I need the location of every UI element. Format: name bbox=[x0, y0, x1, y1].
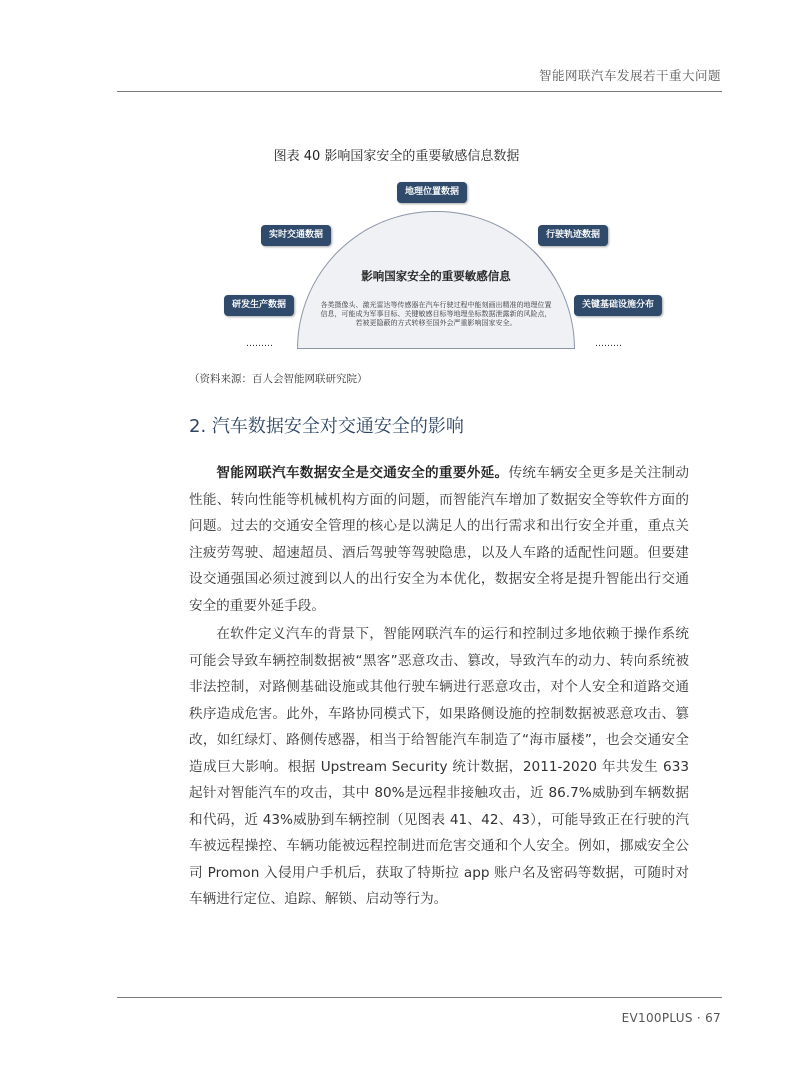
ellipsis-left: ……… bbox=[246, 339, 273, 349]
tag-realtime-traffic-data: 实时交通数据 bbox=[261, 225, 331, 246]
diagram-center-description: 各类摄像头、激光雷达等传感器在汽车行驶过程中能刻画出精准的地理位置信息，可能成为军事目标、关键敏感目标等地理坐标数据泄露新的风险点，若被更隐蔽的方式转移至国外会严重影响国家安全。 bbox=[320, 301, 552, 327]
paragraph-1 bbox=[189, 460, 689, 619]
section-heading: 2. 汽车数据安全对交通安全的影响 bbox=[189, 416, 464, 437]
ellipsis-right: ……… bbox=[595, 339, 622, 349]
diagram-center-title: 影响国家安全的重要敏感信息 bbox=[361, 269, 511, 283]
figure-caption: 图表 40 影响国家安全的重要敏感信息数据 bbox=[273, 149, 520, 164]
tag-driving-trajectory-data: 行驶轨迹数据 bbox=[538, 225, 608, 246]
figure-source-note: （资料来源：百人会智能网联研究院） bbox=[189, 373, 368, 385]
paragraph-2 bbox=[189, 621, 689, 913]
paragraph-1-lead: 智能网联汽车数据安全是交通安全的重要外延。 bbox=[216, 465, 509, 481]
header-divider bbox=[117, 91, 722, 92]
tag-rd-production-data: 研发生产数据 bbox=[224, 295, 294, 316]
paragraph-1-body: 传统车辆安全更多是关注制动性能、转向性能等机械机构方面的问题，而智能汽车增加了数据安全等软件方面的问题。过去的交通安全管理的核心是以满足人的出行需求和出行安全并重，重点关注疲劳驾驶、超速超员、酒后驾驶等驾驶隐患，以及人车路的适配性问题。但要建设交通强国必须过渡到以人的出行安全为本优化，数据安全将是提升智能出行交通安全的重要外延手段。 bbox=[189, 465, 690, 614]
paragraph-2-body: 在软件定义汽车的背景下，智能网联汽车的运行和控制过多地依赖于操作系统可能会导致车辆控制数据被“黑客”恶意攻击、篡改，导致汽车的动力、转向系统被非法控制，对路侧基础设施或其他行驶车辆进行恶意攻击，对个人安全和道路交通秩序造成危害。此外，车路协同模式下，如果路侧设施的控制数据被恶意攻击、篡改，如红绿灯、路侧传感器，相当于给智能汽车制造了“海市蜃楼”，也会交通安全造成巨大影响。根据 Upstream Security 统计数据，2011-2020 年共发生 633 起针对智能汽车的攻击，其中 80%是远程非接触攻击，近 86.7%威胁到车辆数据和代码，近 43%威胁到车辆控制（见图表 41、42、43），可能导致正在行驶的汽车被远程操控、车辆功能被远程控制进而危害交通和个人安全。例如，挪威安全公司 Promon 入侵用户手机后，获取了特斯拉 app 账户名及密码等数据，可随时对车辆进行定位、追踪、解锁、启动等行为。 bbox=[189, 626, 689, 907]
sensitive-data-diagram bbox=[200, 175, 680, 360]
tag-geolocation-data: 地理位置数据 bbox=[397, 182, 467, 203]
footer-divider bbox=[117, 997, 722, 998]
tag-key-infrastructure-distribution: 关键基础设施分布 bbox=[574, 295, 662, 316]
page-number: EV100PLUS · 67 bbox=[621, 1011, 721, 1025]
running-header-title: 智能网联汽车发展若干重大问题 bbox=[538, 68, 721, 83]
